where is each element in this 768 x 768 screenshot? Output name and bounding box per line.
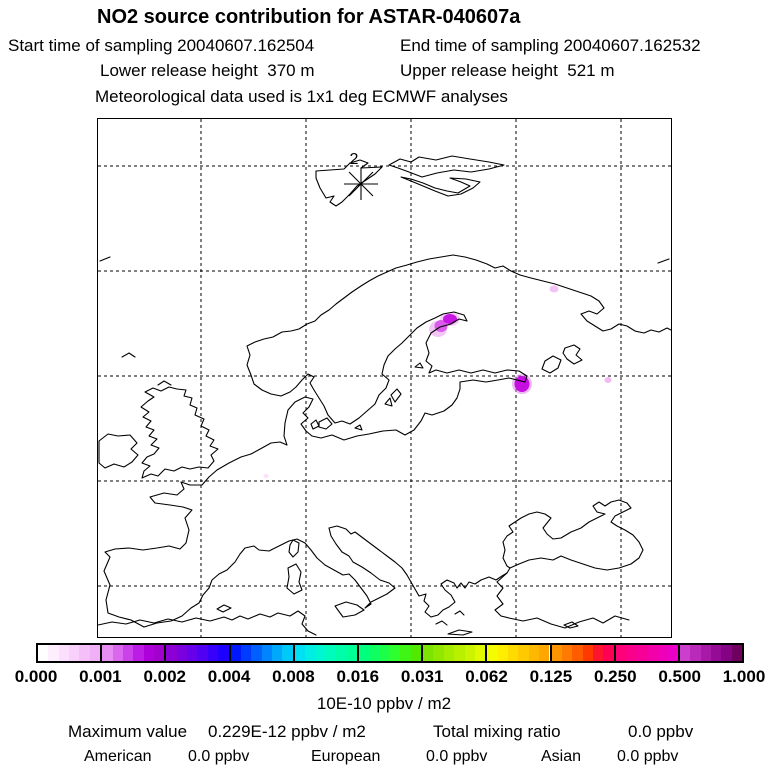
colorbar-cell	[680, 645, 690, 661]
met-data-text: Meteorological data used is 1x1 deg ECMWF analyses	[95, 87, 508, 106]
coast-fyn	[311, 420, 319, 429]
colorbar-cell	[444, 645, 454, 661]
coast-north-africa	[98, 611, 316, 635]
colorbar-segment	[38, 645, 102, 661]
colorbar-cell	[218, 645, 228, 661]
colorbar-segment	[423, 645, 487, 661]
colorbar-cell	[347, 645, 357, 661]
coast-turkey	[495, 573, 629, 628]
colorbar-segment	[102, 645, 166, 661]
colorbar-cell	[721, 645, 731, 661]
colorbar-cell	[487, 645, 497, 661]
coast-great-britain	[141, 387, 218, 478]
colorbar-cell	[529, 645, 539, 661]
coast-jan-mayen	[100, 257, 110, 261]
colorbar-cell	[102, 645, 112, 661]
upper-release-text: Upper release height 521 m	[400, 61, 615, 80]
colorbar-cell	[90, 645, 100, 661]
colorbar-cell	[272, 645, 282, 661]
colorbar-cell	[616, 645, 626, 661]
colorbar-cell	[475, 645, 485, 661]
colorbar-tick: 0.062	[465, 667, 508, 686]
concentration-blob	[550, 286, 559, 293]
colorbar-segment	[487, 645, 551, 661]
colorbar-cell	[241, 645, 251, 661]
region-european-label: European	[311, 748, 381, 765]
colorbar-segment	[552, 645, 616, 661]
region-asian-value: 0.0 ppbv	[617, 748, 679, 765]
colorbar-tick: 0.008	[272, 667, 315, 686]
colorbar-cell	[154, 645, 164, 661]
total-mixing-ratio-label: Total mixing ratio	[433, 722, 561, 741]
coast-sardinia	[287, 564, 302, 594]
colorbar-cell	[326, 645, 336, 661]
map-gridlines	[98, 119, 671, 637]
colorbar-cell	[113, 645, 123, 661]
colorbar-cell	[187, 645, 197, 661]
colorbar-segment	[231, 645, 295, 661]
colorbar-cell	[144, 645, 154, 661]
region-american-value: 0.0 ppbv	[188, 748, 250, 765]
lower-release-text: Lower release height 370 m	[100, 61, 315, 80]
coast-shetland	[158, 381, 171, 385]
colorbar-cell	[572, 645, 582, 661]
region-asian-label: Asian	[541, 748, 582, 765]
colorbar-tick: 1.000	[722, 667, 766, 686]
colorbar-cell	[336, 645, 346, 661]
coast-svalbard-southeast	[401, 177, 480, 196]
colorbar-tick: 0.031	[400, 667, 444, 686]
coast-ireland	[99, 434, 138, 468]
lake-onega	[563, 345, 582, 364]
map-panel	[97, 118, 672, 638]
colorbar-cell	[133, 645, 143, 661]
colorbar-cell	[690, 645, 700, 661]
colorbar-cell	[380, 645, 390, 661]
start-time-text: Start time of sampling 20040607.162504	[8, 36, 315, 55]
colorbar-cell	[166, 645, 176, 661]
colorbar-segment	[166, 645, 230, 661]
colorbar-cell	[48, 645, 58, 661]
colorbar-cell	[433, 645, 443, 661]
colorbar-cell	[123, 645, 133, 661]
colorbar-cell	[38, 645, 48, 661]
colorbar-cell	[711, 645, 721, 661]
region-american-label: American	[84, 748, 152, 765]
colorbar-segment	[680, 645, 742, 661]
colorbar-cell	[369, 645, 379, 661]
colorbar-segment	[359, 645, 423, 661]
colorbar-cell	[208, 645, 218, 661]
colorbar-cell	[539, 645, 549, 661]
colorbar-cell	[177, 645, 187, 661]
colorbar-cell	[359, 645, 369, 661]
concentration-blob	[515, 376, 530, 392]
colorbar-cell	[657, 645, 667, 661]
marker-label: 2	[349, 151, 359, 168]
colorbar-cell	[282, 645, 292, 661]
colorbar-cell	[231, 645, 241, 661]
colorbar-cell	[390, 645, 400, 661]
coast-northeast-dash	[658, 259, 669, 263]
colorbar-cell	[647, 645, 657, 661]
colorbar-segment	[616, 645, 680, 661]
colorbar-tick: 0.125	[529, 667, 573, 686]
colorbar-cell	[508, 645, 518, 661]
concentration-blob	[443, 314, 457, 324]
coast-bornholm	[355, 425, 362, 430]
colorbar-cell	[400, 645, 410, 661]
colorbar-cell	[251, 645, 261, 661]
coast-corsica	[289, 540, 299, 557]
colorbar-cell	[498, 645, 508, 661]
coastlines	[98, 156, 671, 635]
colorbar-cell	[79, 645, 89, 661]
concentration-blob	[264, 474, 269, 478]
coast-atlantic-baltic-arctic	[104, 255, 671, 627]
colorbar-cell	[423, 645, 433, 661]
coast-faroe	[122, 353, 135, 357]
concentration-blob	[605, 377, 612, 383]
colorbar-cell	[59, 645, 69, 661]
coast-crete	[448, 630, 472, 635]
coast-mallorca	[217, 605, 231, 612]
colorbar-cell	[518, 645, 528, 661]
colorbar-unit-label: 10E-10 ppbv / m2	[316, 694, 452, 713]
colorbar-cell	[552, 645, 562, 661]
coast-aland	[415, 363, 423, 368]
end-time-text: End time of sampling 20040607.162532	[400, 36, 701, 55]
lake-ladoga	[542, 356, 561, 373]
colorbar-cell	[315, 645, 325, 661]
concentration-blobs	[264, 286, 612, 479]
colorbar-cell	[562, 645, 572, 661]
colorbar-cell	[701, 645, 711, 661]
coast-bosporus	[507, 568, 510, 573]
colorbar-tick: 0.000	[14, 667, 58, 686]
page-title: NO2 source contribution for ASTAR-040607a	[97, 6, 521, 28]
colorbar-cell	[626, 645, 636, 661]
coast-black-sea	[503, 500, 643, 570]
colorbar	[36, 643, 744, 663]
colorbar-cell	[583, 645, 593, 661]
colorbar-cell	[636, 645, 646, 661]
colorbar-tick: 0.004	[207, 667, 251, 686]
colorbar-cell	[69, 645, 79, 661]
coast-oland	[385, 398, 392, 406]
colorbar-cell	[411, 645, 421, 661]
colorbar-cell	[593, 645, 603, 661]
coast-zealand	[319, 418, 332, 429]
colorbar-segment	[295, 645, 359, 661]
total-mixing-ratio-value: 0.0 ppbv	[628, 722, 694, 741]
colorbar-cell	[454, 645, 464, 661]
coast-gotland	[391, 389, 401, 402]
coast-sicily	[335, 602, 364, 617]
colorbar-cell	[465, 645, 475, 661]
colorbar-cell	[262, 645, 272, 661]
colorbar-cell	[197, 645, 207, 661]
colorbar-cell	[295, 645, 305, 661]
colorbar-cell	[732, 645, 742, 661]
colorbar-tick: 0.016	[336, 667, 380, 686]
max-value-text: 0.229E-12 ppbv / m2	[208, 722, 366, 741]
europe-map	[98, 119, 671, 637]
region-european-value: 0.0 ppbv	[426, 748, 488, 765]
colorbar-tick: 0.002	[143, 667, 186, 686]
colorbar-tick: 0.250	[593, 667, 637, 686]
max-value-label: Maximum value	[68, 722, 188, 741]
colorbar-cell	[305, 645, 315, 661]
colorbar-cell	[603, 645, 613, 661]
colorbar-tick: 0.001	[79, 667, 122, 686]
coast-mediterranean	[144, 526, 507, 627]
colorbar-tick: 0.500	[658, 667, 701, 686]
colorbar-cell	[667, 645, 677, 661]
